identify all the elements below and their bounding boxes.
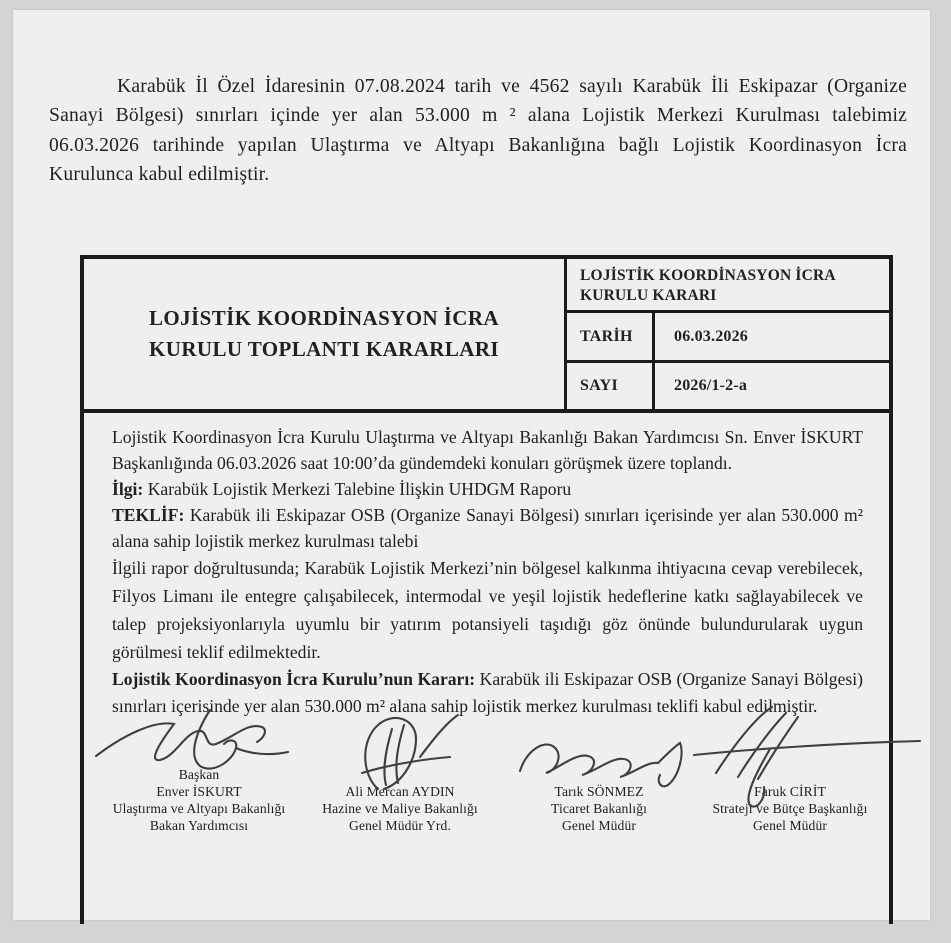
number-row: [567, 363, 889, 409]
number-value: 2026/1-2-a: [674, 377, 748, 394]
signatory-title: Bakan Yardımcısı: [149, 818, 249, 833]
signatory-organization: Strateji ve Bütçe Başkanlığı: [712, 801, 868, 816]
reference-line: [112, 476, 863, 502]
signature-block-faruk-cirit: [694, 783, 886, 834]
number-label: SAYI: [567, 363, 655, 409]
proposal-paragraph: [112, 502, 863, 554]
signatory-title: Genel Müdür: [753, 818, 827, 833]
decision-label: Lojistik Koordinasyon İcra Kurulu’nun Kararı:: [112, 669, 476, 689]
signature-block-enver-iskurt: [88, 766, 310, 834]
signatory-name: Tarık SÖNMEZ: [554, 784, 644, 799]
signatory-role: Başkan: [178, 767, 220, 782]
proposal-text: Karabük ili Eskipazar OSB (Organize Sanayi Bölgesi) sınırları içerisinde yer alan 530.000 m² alana sahip lojistik merkez kurulması talebi: [112, 505, 863, 551]
proposal-label: TEKLİF:: [112, 505, 185, 525]
signatory-title: Genel Müdür Yrd.: [349, 818, 451, 833]
date-value: 06.03.2026: [674, 327, 748, 345]
signatory-name: Faruk CİRİT: [754, 784, 826, 799]
signature-block-tarik-sonmez: [508, 783, 690, 834]
decision-paragraph: [112, 666, 863, 720]
signature-tarik-sonmez: [516, 727, 692, 789]
reference-label: İlgi:: [112, 479, 144, 499]
intro-paragraph: Karabük İl Özel İdaresinin 07.08.2024 tarih ve 4562 sayılı Karabük İli Eskipazar (Organize Sanayi Bölgesi) sınırları içinde yer alan 53.000 m ² alana Lojistik Merkezi Kurulması talebimiz 06.03.2026 tarihinde yapılan Ulaştırma ve Altyapı Bakanlığına bağlı Lojistik Koordinasyon İcra Kurulunca kabul edilmiştir.: [49, 75, 907, 186]
signatory-organization: Hazine ve Maliye Bakanlığı: [322, 801, 478, 816]
table-meta: [567, 259, 889, 409]
signatory-name: Ali Mercan AYDIN: [345, 784, 455, 799]
signature-block-ali-mercan-aydin: [304, 783, 496, 834]
decision-table-header: [84, 259, 889, 413]
signature-ali-mercan-aydin: [332, 713, 482, 793]
signature-row: [112, 728, 868, 878]
decision-table: [80, 255, 893, 924]
assessment-paragraph: İlgili rapor doğrultusunda; Karabük Lojistik Merkezi’nin bölgesel kalkınma ihtiyacına cevap verebilecek, Filyos Limanı ile entegre çalışabilecek, intermodal ve yeşil lojistik hedeflerine katkı sağlayabilecek ve talep projeksiyonlarıyla uyumlu bir yatırım potansiyeli taşıdığı göz önünde bulundurularak uygun görülmesi teklif edilmektedir.: [112, 558, 863, 662]
decision-table-body: [84, 413, 889, 878]
document-page: [13, 10, 930, 920]
signatory-title: Genel Müdür: [562, 818, 636, 833]
date-label: TARİH: [567, 313, 655, 360]
signatory-name: Enver İSKURT: [156, 784, 242, 799]
table-title: LOJİSTİK KOORDİNASYON İCRA KURULU TOPLANTI KARARLARI: [84, 259, 567, 409]
decision-text: Karabük ili Eskipazar OSB (Organize Sanayi Bölgesi) sınırları içerisinde yer alan 530.000 m² alana sahip lojistik merkez kurulması teklifi kabul edilmiştir.: [112, 669, 863, 716]
date-row: [567, 313, 889, 363]
opening-paragraph: Lojistik Koordinasyon İcra Kurulu Ulaştırma ve Altyapı Bakanlığı Bakan Yardımcısı Sn. Enver İSKURT Başkanlığında 06.03.2026 saat 10:00’da gündemdeki konuları görüşmek üzere toplandı.: [112, 427, 863, 473]
signatory-organization: Ulaştırma ve Altyapı Bakanlığı: [112, 801, 286, 816]
reference-text: Karabük Lojistik Merkezi Talebine İlişkin UHDGM Raporu: [147, 479, 572, 499]
signatory-organization: Ticaret Bakanlığı: [551, 801, 647, 816]
decision-header-cell: LOJİSTİK KOORDİNASYON İCRA KURULU KARARI: [567, 259, 889, 313]
